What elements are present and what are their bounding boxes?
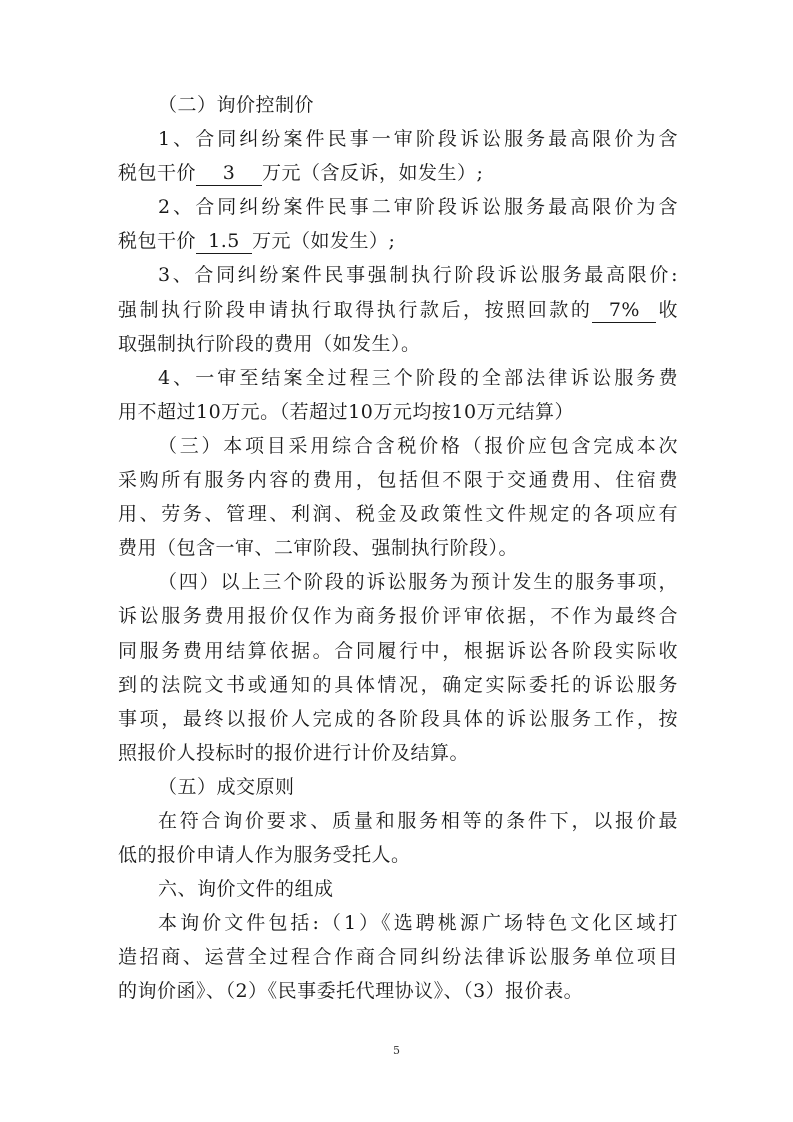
line-text: 2、合同纠纷案件民事二审阶段诉讼服务最高限价为含	[158, 196, 678, 219]
paragraph-line	[118, 906, 678, 940]
line-text: 到的法院文书或通知的具体情况，确定实际委托的诉讼服务	[118, 673, 678, 696]
line-text: 强制执行阶段申请执行取得执行款后，按照回款的	[118, 298, 593, 321]
paragraph-line	[118, 804, 678, 838]
paragraph-line	[118, 327, 678, 361]
line-text: 同服务费用结算依据。合同履行中，根据诉讼各阶段实际收	[118, 639, 678, 662]
line-text: 采购所有服务内容的费用，包括但不限于交通费用、住宿费	[118, 469, 678, 492]
line-text: 费用（包含一审、二审阶段、强制执行阶段）。	[118, 537, 519, 560]
line-text: 诉讼服务费用报价仅作为商务报价评审依据，不作为最终合	[118, 605, 678, 628]
line-text: 低的报价申请人作为服务受托人。	[118, 844, 411, 867]
paragraph-line	[118, 395, 678, 429]
line-text: （五）成交原则	[158, 775, 295, 798]
paragraph-line	[118, 634, 678, 668]
heading-inquiry-documents	[118, 872, 678, 906]
paragraph-line	[118, 122, 678, 156]
line-text: 在符合询价要求、质量和服务相等的条件下，以报价最	[158, 809, 678, 832]
line-text: 用、劳务、管理、利润、税金及政策性文件规定的各项应有	[118, 503, 678, 526]
underlined-value: 7%	[592, 298, 656, 323]
underlined-value: 3	[196, 161, 262, 186]
heading-transaction-principle	[118, 770, 678, 804]
paragraph-line	[118, 361, 678, 395]
paragraph-line	[118, 736, 678, 770]
line-text: 税包干价	[118, 162, 197, 185]
line-text: 4、一审至结案全过程三个阶段的全部法律诉讼服务费	[158, 366, 678, 389]
line-text: 万元（含反诉，如发生）;	[262, 162, 484, 185]
line-text: 税包干价	[118, 230, 197, 253]
paragraph-line	[118, 293, 678, 327]
paragraph-line	[118, 668, 678, 702]
line-text: 用不超过10万元。（若超过10万元均按10万元结算）	[118, 400, 575, 423]
line-text: 收	[656, 298, 678, 321]
paragraph-line	[118, 599, 678, 633]
line-text: 万元（如发生）;	[252, 230, 396, 253]
paragraph-line	[118, 702, 678, 736]
paragraph-line	[118, 974, 678, 1008]
line-text: 六、询价文件的组成	[158, 878, 334, 901]
line-text: 1、合同纠纷案件民事一审阶段诉讼服务最高限价为含	[158, 128, 678, 151]
document-body	[118, 88, 678, 1009]
paragraph-line	[118, 258, 678, 292]
line-text: （四）以上三个阶段的诉讼服务为预计发生的服务事项，	[158, 571, 678, 594]
paragraph-line	[118, 940, 678, 974]
paragraph-line	[118, 838, 678, 872]
underlined-value: 1.5	[196, 229, 252, 254]
line-text: （二）询价控制价	[158, 94, 315, 116]
paragraph-line	[118, 497, 678, 531]
paragraph-line	[118, 565, 678, 599]
paragraph-line	[118, 190, 678, 224]
paragraph-line	[118, 429, 678, 463]
line-text: 本询价文件包括:（1）《选聘桃源广场特色文化区域打	[158, 912, 678, 935]
line-text: 取强制执行阶段的费用（如发生）。	[118, 332, 421, 355]
heading-inquiry-control-price	[118, 88, 678, 122]
line-text: 3、合同纠纷案件民事强制执行阶段诉讼服务最高限价:	[158, 264, 678, 287]
line-text: （三）本项目采用综合含税价格（报价应包含完成本次	[158, 434, 678, 457]
paragraph-line	[118, 224, 678, 258]
line-text: 的询价函》、（2）《民事委托代理协议》、（3）报价表。	[118, 980, 584, 1003]
line-text: 造招商、运营全过程合作商合同纠纷法律诉讼服务单位项目	[118, 946, 678, 969]
page-number: 5	[393, 1044, 400, 1057]
line-text: 事项，最终以报价人完成的各阶段具体的诉讼服务工作，按	[118, 707, 678, 730]
paragraph-line	[118, 463, 678, 497]
paragraph-line	[118, 531, 678, 565]
paragraph-line	[118, 156, 678, 190]
line-text: 照报价人投标时的报价进行计价及结算。	[118, 741, 470, 764]
